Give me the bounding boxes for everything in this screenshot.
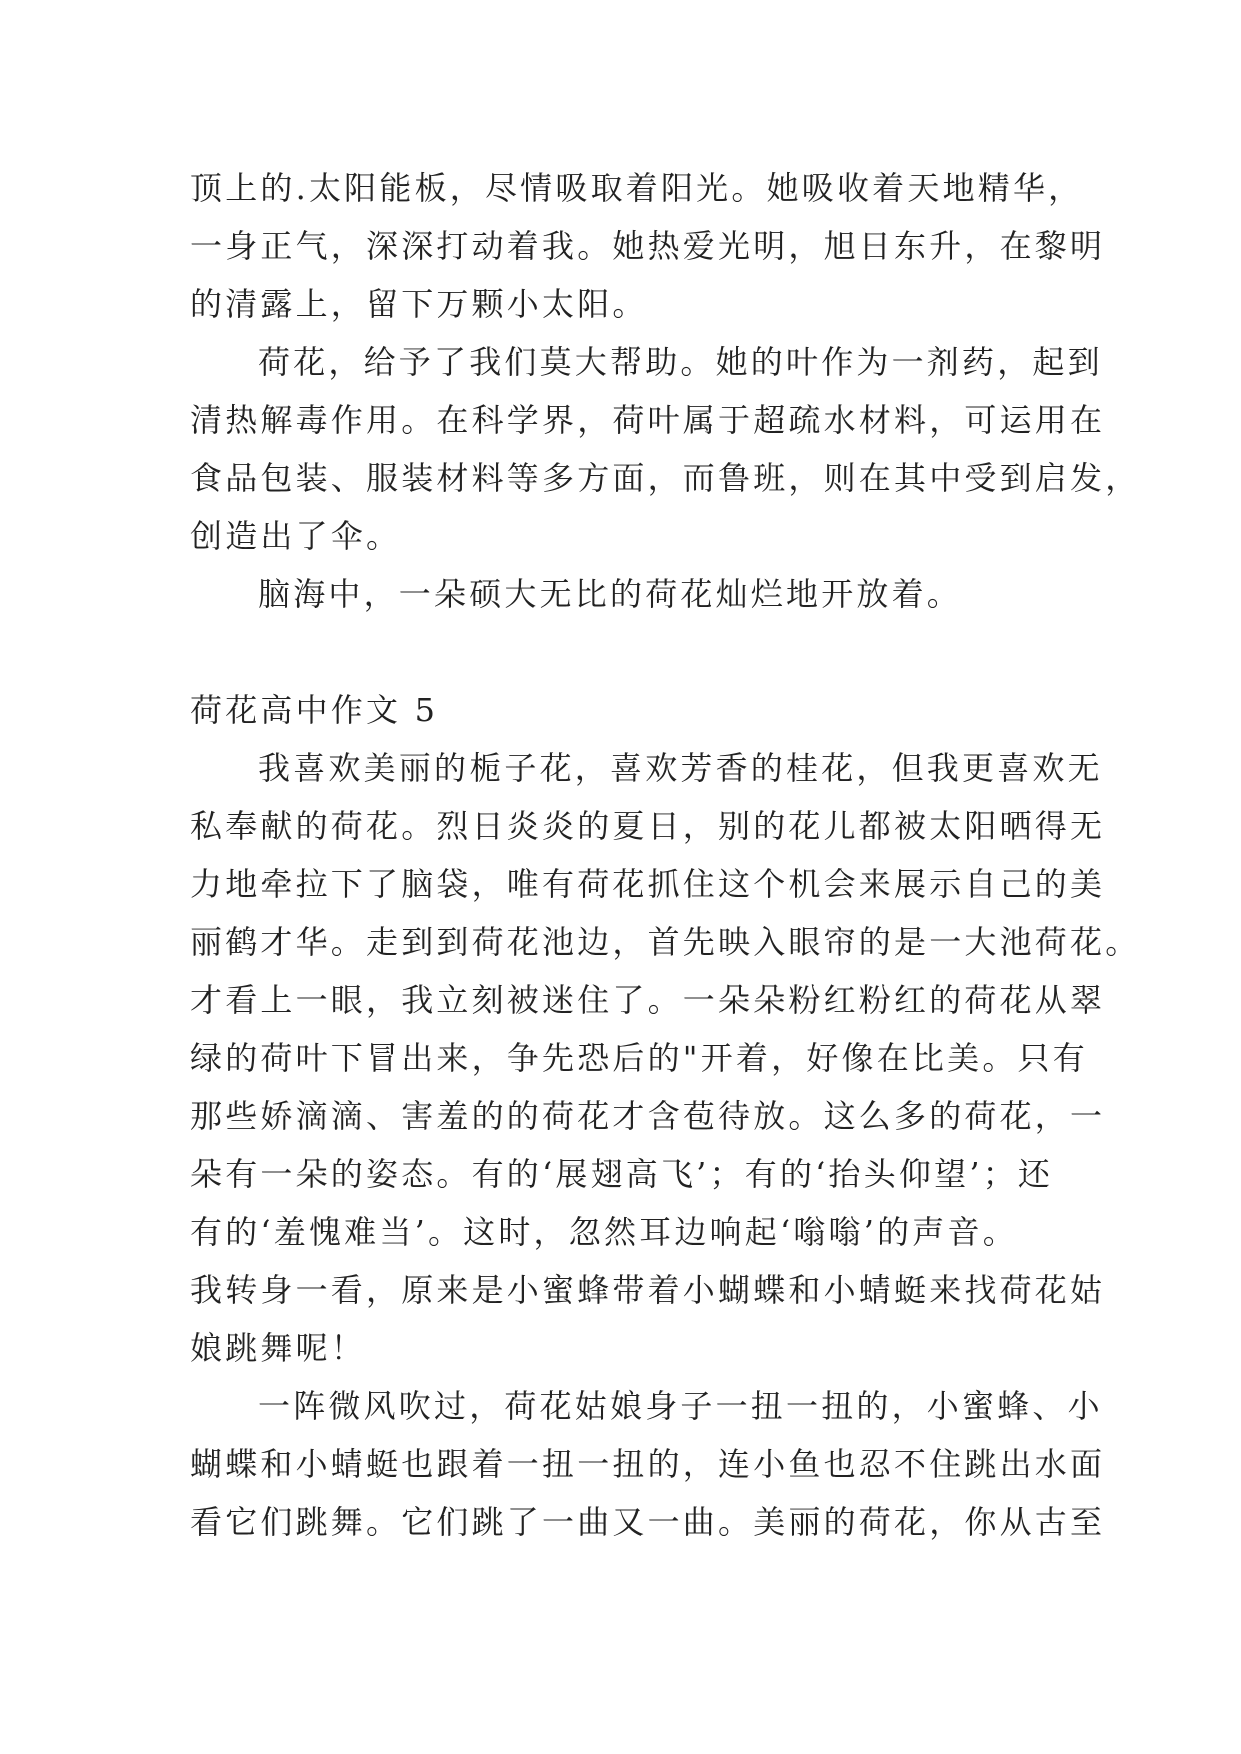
- paragraph-first-line: 我喜欢美丽的栀子花，喜欢芳香的桂花，但我更喜欢无: [258, 749, 1103, 787]
- text-line: 朵有一朵的姿态。有的‘展翅高飞’；有的‘抬头仰望’；还: [190, 1155, 1054, 1193]
- text-line: 娘跳舞呢！: [190, 1329, 367, 1367]
- paragraph-first-line: 脑海中，一朵硕大无比的荷花灿烂地开放着。: [258, 575, 963, 613]
- text-line: 的清露上，留下万颗小太阳。: [190, 285, 648, 323]
- text-line: 那些娇滴滴、害羞的的荷花才含苞待放。这么多的荷花，一: [190, 1097, 1106, 1135]
- text-line: 丽鹤才华。走到到荷花池边，首先映入眼帘的是一大池荷花。: [190, 923, 1141, 961]
- paragraph-first-line: 一阵微风吹过，荷花姑娘身子一扭一扭的，小蜜蜂、小: [258, 1387, 1103, 1425]
- text-line: 力地牵拉下了脑袋，唯有荷花抓住这个机会来展示自己的美: [190, 865, 1106, 903]
- text-line: 顶上的.太阳能板，尽情吸取着阳光。她吸收着天地精华，: [190, 169, 1084, 207]
- section-heading: 荷花高中作文 5: [190, 691, 439, 729]
- text-line: 清热解毒作用。在科学界，荷叶属于超疏水材料，可运用在: [190, 401, 1106, 439]
- text-line: 蝴蝶和小蜻蜓也跟着一扭一扭的，连小鱼也忍不住跳出水面: [190, 1445, 1106, 1483]
- text-line: 看它们跳舞。它们跳了一曲又一曲。美丽的荷花，你从古至: [190, 1503, 1106, 1541]
- text-line: 食品包装、服装材料等多方面，而鲁班，则在其中受到启发，: [190, 459, 1141, 497]
- text-line: 才看上一眼，我立刻被迷住了。一朵朵粉红粉红的荷花从翠: [190, 981, 1106, 1019]
- text-line: 私奉献的荷花。烈日炎炎的夏日，别的花儿都被太阳晒得无: [190, 807, 1106, 845]
- text-line: 绿的荷叶下冒出来，争先恐后的"开着，好像在比美。只有: [190, 1039, 1088, 1077]
- text-line: 一身正气，深深打动着我。她热爱光明，旭日东升，在黎明: [190, 227, 1106, 265]
- text-line: 有的‘羞愧难当’。这时，忽然耳边响起‘嗡嗡’的声音。: [190, 1213, 1018, 1251]
- paragraph-first-line: 荷花，给予了我们莫大帮助。她的叶作为一剂药，起到: [258, 343, 1103, 381]
- text-line: 创造出了伞。: [190, 517, 402, 555]
- text-line: 我转身一看，原来是小蜜蜂带着小蝴蝶和小蜻蜓来找荷花姑: [190, 1271, 1106, 1309]
